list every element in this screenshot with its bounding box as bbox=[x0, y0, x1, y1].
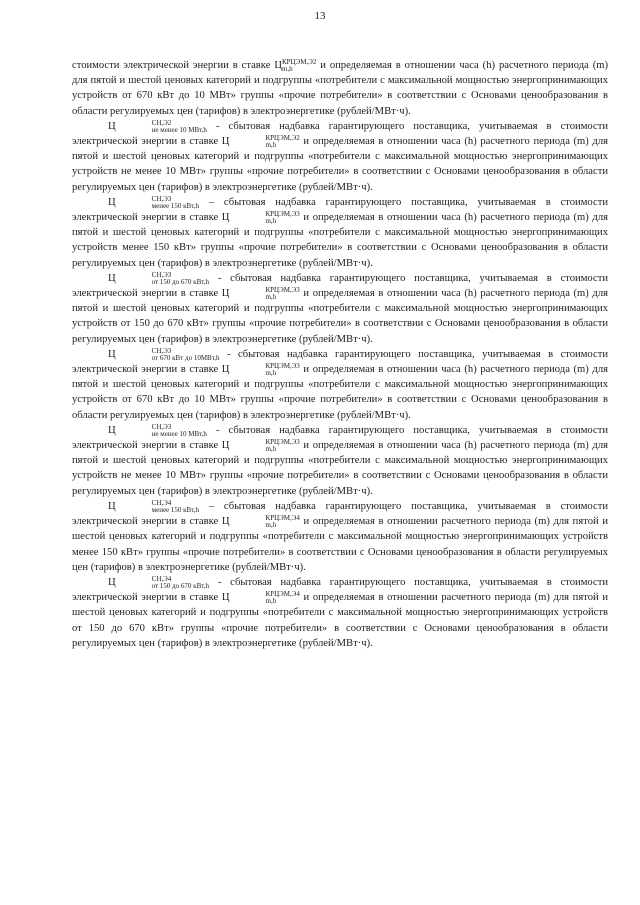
symbol-superscript: СН,Э2 bbox=[151, 118, 172, 127]
symbol-superscript: КРЦЭМ,Э3 bbox=[265, 210, 300, 219]
symbol-subscript: m,h bbox=[265, 445, 277, 454]
paragraph-text: стоимости электрической энергии в ставке bbox=[72, 60, 275, 71]
symbol-indices bbox=[229, 211, 299, 225]
rate-symbol bbox=[274, 60, 316, 71]
symbol-base: Ц bbox=[221, 592, 230, 604]
symbol-subscript: не менее 10 МВт,h bbox=[151, 429, 207, 438]
symbol-subscript: m,h bbox=[281, 65, 293, 73]
symbol-base: Ц bbox=[108, 196, 116, 208]
defined-symbol bbox=[108, 270, 210, 286]
symbol-indices bbox=[116, 424, 207, 438]
paragraph-text: и определяемая в отношении часа (h) расчетного периода (m) для пятой и шестой ценовых категорий и подгруппы «потребители с максимальной мощностью энергопринимающих устройств от 670 кВт до 10 МВт» группы «прочие потребители» в соответствии с Основами ценообразования в области регулируемых цен (тарифов) в электроэнергетике (рублей/МВт·ч). bbox=[72, 60, 608, 117]
rate-symbol bbox=[221, 210, 300, 226]
paragraph-text: – сбытовая надбавка гарантирующего поставщика, учитываемая в стоимости электрической энергии в ставке bbox=[72, 196, 608, 224]
symbol-base: Ц bbox=[108, 576, 116, 588]
paragraph bbox=[72, 58, 608, 119]
paragraph bbox=[72, 195, 608, 271]
symbol-subscript: m,h bbox=[265, 521, 277, 530]
paragraph bbox=[72, 347, 608, 423]
defined-symbol bbox=[108, 574, 210, 590]
paragraph-text: - сбытовая надбавка гарантирующего поставщика, учитываемая в стоимости электрической энергии в ставке bbox=[72, 348, 608, 376]
symbol-superscript: КРЦЭМ,Э4 bbox=[265, 514, 300, 523]
symbol-subscript: от 670 кВт до 10МВт,h bbox=[151, 353, 220, 362]
symbol-base: Ц bbox=[108, 500, 116, 512]
symbol-subscript: m,h bbox=[265, 141, 277, 150]
symbol-superscript: КРЦЭМ,Э3 bbox=[265, 286, 300, 295]
symbol-base: Ц bbox=[221, 364, 230, 376]
defined-symbol bbox=[108, 498, 200, 514]
rate-symbol bbox=[221, 590, 300, 606]
paragraph bbox=[72, 499, 608, 575]
symbol-base: Ц bbox=[108, 348, 116, 360]
symbol-indices bbox=[116, 576, 209, 590]
defined-symbol bbox=[108, 194, 200, 210]
symbol-subscript: m,h bbox=[265, 597, 277, 606]
rate-symbol bbox=[221, 286, 300, 302]
symbol-superscript: КРЦЭМ,Э3 bbox=[265, 362, 300, 371]
rate-symbol bbox=[221, 362, 300, 378]
symbol-subscript: m,h bbox=[265, 369, 277, 378]
symbol-superscript: СН,Э3 bbox=[151, 422, 172, 431]
symbol-indices bbox=[229, 135, 299, 149]
symbol-indices bbox=[116, 272, 209, 286]
defined-symbol bbox=[108, 118, 207, 134]
symbol-base: Ц bbox=[221, 288, 230, 300]
symbol-indices bbox=[229, 287, 299, 301]
paragraph-text: и определяемая в отношении часа (h) расчетного периода (m) для пятой и шестой ценовых категорий и подгруппы «потребители с максимальной мощностью энергопринимающих устройств не менее 10 МВт» группы «прочие потребители» в соответствии с Основами ценообразования в области регулируемых цен (тарифов) в электроэнергетике (рублей/МВт·ч). bbox=[72, 136, 608, 193]
paragraph bbox=[72, 423, 608, 499]
symbol-superscript: СН,Э3 bbox=[151, 346, 172, 355]
paragraph-text: и определяемая в отношении расчетного периода (m) для пятой и шестой ценовых категорий и подгруппы «потребители с максимальной мощностью энергопринимающих устройств менее 150 кВт» группы «прочие потребители» в соответствии с Основами ценообразования в области регулируемых цен (тарифов) в электроэнергетике (рублей/МВт·ч). bbox=[72, 516, 608, 573]
symbol-base: Ц bbox=[108, 120, 116, 132]
paragraph-text: и определяемая в отношении часа (h) расчетного периода (m) для пятой и шестой ценовых категорий и подгруппы «потребители с максимальной мощностью энергопринимающих устройств от 670 кВт до 10 МВт» группы «прочие потребители» в соответствии с Основами ценообразования в области регулируемых цен (тарифов) в электроэнергетике (рублей/МВт·ч). bbox=[72, 364, 608, 421]
paragraph-text: - сбытовая надбавка гарантирующего поставщика, учитываемая в стоимости электрической энергии в ставке bbox=[72, 120, 608, 148]
rate-symbol bbox=[221, 134, 300, 150]
symbol-base: Ц bbox=[108, 272, 116, 284]
defined-symbol bbox=[108, 346, 220, 362]
paragraph-text: и определяемая в отношении расчетного периода (m) для пятой и шестой ценовых категорий и подгруппы «потребители с максимальной мощностью энергопринимающих устройств от 150 до 670 кВт» группы «прочие потребители» в соответствии с Основами ценообразования в области регулируемых цен (тарифов) в электроэнергетике (рублей/МВт·ч). bbox=[72, 592, 608, 649]
symbol-base: Ц bbox=[274, 60, 282, 71]
rate-symbol bbox=[221, 438, 300, 454]
defined-symbol bbox=[108, 422, 207, 438]
paragraph-text: и определяемая в отношении часа (h) расчетного периода (m) для пятой и шестой ценовых категорий и подгруппы «потребители с максимальной мощностью энергопринимающих устройств не менее 10 МВт» группы «прочие потребители» в соответствии с Основами ценообразования в области регулируемых цен (тарифов) в электроэнергетике (рублей/МВт·ч). bbox=[72, 440, 608, 497]
symbol-superscript: СН,Э4 bbox=[151, 574, 172, 583]
symbol-subscript: от 150 до 670 кВт,h bbox=[151, 277, 210, 286]
symbol-indices bbox=[282, 59, 316, 73]
symbol-base: Ц bbox=[221, 516, 230, 528]
symbol-superscript: КРЦЭМ,Э3 bbox=[265, 438, 300, 447]
symbol-superscript: КРЦЭМ,Э2 bbox=[281, 58, 317, 66]
symbol-base: Ц bbox=[221, 440, 230, 452]
symbol-base: Ц bbox=[221, 136, 230, 148]
paragraph-text: и определяемая в отношении часа (h) расчетного периода (m) для пятой и шестой ценовых категорий и подгруппы «потребители с максимальной мощностью энергопринимающих устройств менее 150 кВт» группы «прочие потребители» в соответствии с Основами ценообразования в области регулируемых цен (тарифов) в электроэнергетике (рублей/МВт·ч). bbox=[72, 212, 608, 269]
symbol-superscript: СН,Э4 bbox=[151, 498, 172, 507]
symbol-subscript: не менее 10 МВт,h bbox=[151, 125, 207, 134]
symbol-indices bbox=[116, 196, 199, 210]
symbol-superscript: КРЦЭМ,Э4 bbox=[265, 590, 300, 599]
paragraph-text: – сбытовая надбавка гарантирующего поставщика, учитываемая в стоимости электрической энергии в ставке bbox=[72, 500, 608, 528]
paragraph-text: - сбытовая надбавка гарантирующего поставщика, учитываемая в стоимости электрической энергии в ставке bbox=[72, 424, 608, 452]
rate-symbol bbox=[221, 514, 300, 530]
paragraph-text: - сбытовая надбавка гарантирующего поставщика, учитываемая в стоимости электрической энергии в ставке bbox=[72, 576, 608, 604]
paragraph bbox=[72, 575, 608, 651]
page-number: 13 bbox=[314, 10, 326, 22]
symbol-base: Ц bbox=[108, 424, 116, 436]
symbol-superscript: СН,Э3 bbox=[151, 194, 172, 203]
symbol-indices bbox=[116, 120, 207, 134]
symbol-indices bbox=[229, 439, 299, 453]
document-body bbox=[72, 58, 608, 651]
symbol-indices bbox=[116, 500, 199, 514]
symbol-subscript: от 150 до 670 кВт,h bbox=[151, 581, 210, 590]
symbol-superscript: КРЦЭМ,Э2 bbox=[265, 134, 300, 143]
paragraph-text: и определяемая в отношении часа (h) расчетного периода (m) для пятой и шестой ценовых категорий и подгруппы «потребители с максимальной мощностью энергопринимающих устройств от 150 до 670 кВт» группы «прочие потребители» в соответствии с Основами ценообразования в области регулируемых цен (тарифов) в электроэнергетике (рублей/МВт·ч). bbox=[72, 288, 608, 345]
paragraph bbox=[72, 271, 608, 347]
symbol-subscript: менее 150 кВт,h bbox=[151, 201, 200, 210]
symbol-indices bbox=[230, 515, 300, 529]
symbol-superscript: СН,Э3 bbox=[151, 270, 172, 279]
symbol-subscript: m,h bbox=[265, 217, 277, 226]
paragraph bbox=[72, 119, 608, 195]
symbol-indices bbox=[229, 363, 299, 377]
symbol-base: Ц bbox=[221, 212, 230, 224]
paragraph-text: - сбытовая надбавка гарантирующего поставщика, учитываемая в стоимости электрической энергии в ставке bbox=[72, 272, 608, 300]
symbol-subscript: m,h bbox=[265, 293, 277, 302]
symbol-subscript: менее 150 кВт,h bbox=[151, 505, 200, 514]
symbol-indices bbox=[230, 591, 300, 605]
symbol-indices bbox=[116, 348, 220, 362]
